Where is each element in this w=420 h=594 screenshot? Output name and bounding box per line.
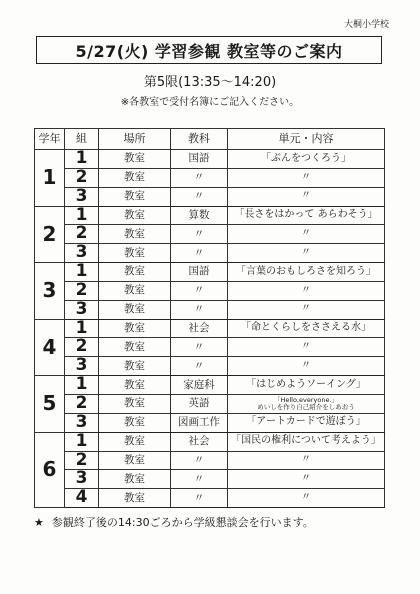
table-row — [35, 187, 385, 206]
table-row — [35, 281, 385, 300]
table-row — [35, 150, 385, 169]
grade-cell: 6 — [35, 432, 65, 507]
header-class: 組 — [65, 129, 99, 150]
table-row — [35, 432, 385, 451]
place-cell: 教室 — [99, 413, 171, 432]
period-time: 第5限(13:35～14:20) — [143, 75, 277, 90]
place-cell: 教室 — [99, 338, 171, 357]
subject-cell: 〃 — [171, 470, 228, 489]
unit-cell: 「ぶんをつくろう」 — [228, 150, 385, 169]
subject-cell: 〃 — [171, 244, 228, 263]
subject-cell: 社会 — [171, 432, 228, 451]
grade-cell: 4 — [35, 319, 65, 376]
class-cell: 1 — [65, 263, 99, 282]
unit-cell: 「はじめようソーイング」 — [228, 376, 385, 395]
subject-cell: 図画工作 — [171, 413, 228, 432]
table-header-row — [35, 129, 385, 150]
place-cell: 教室 — [99, 357, 171, 376]
unit-cell: 〃 — [228, 451, 385, 470]
class-cell: 3 — [65, 300, 99, 319]
subject-cell: 〃 — [171, 168, 228, 187]
subject-cell: 〃 — [171, 225, 228, 244]
place-cell: 教室 — [99, 244, 171, 263]
table-row — [35, 319, 385, 338]
place-cell: 教室 — [99, 451, 171, 470]
class-cell: 1 — [65, 150, 99, 169]
table-row — [35, 394, 385, 413]
table-row — [35, 489, 385, 508]
place-cell: 教室 — [99, 489, 171, 508]
class-cell: 3 — [65, 470, 99, 489]
place-cell: 教室 — [99, 394, 171, 413]
place-cell: 教室 — [99, 432, 171, 451]
class-cell: 3 — [65, 357, 99, 376]
place-cell: 教室 — [99, 225, 171, 244]
unit-cell — [228, 394, 385, 413]
subject-cell: 国語 — [171, 150, 228, 169]
class-cell: 3 — [65, 413, 99, 432]
table-row — [35, 376, 385, 395]
unit-cell: 「アートカードで遊ぼう」 — [228, 413, 385, 432]
unit-cell: 〃 — [228, 244, 385, 263]
class-cell: 3 — [65, 244, 99, 263]
subject-cell: 〃 — [171, 357, 228, 376]
class-cell: 2 — [65, 225, 99, 244]
unit-line-2: めいしを作り自己紹介をしあおう — [257, 402, 355, 411]
place-cell: 教室 — [99, 319, 171, 338]
registration-notice: ※各教室で受付名簿にご記入ください。 — [120, 97, 300, 108]
table-row — [35, 244, 385, 263]
footer-text: 参観終了後の14:30ごろから学級懇談会を行います。 — [51, 516, 314, 529]
table-row — [35, 168, 385, 187]
subject-cell: 国語 — [171, 263, 228, 282]
subject-cell: 〃 — [171, 489, 228, 508]
table-row — [35, 225, 385, 244]
unit-cell: 〃 — [228, 187, 385, 206]
school-name: 大桐小学校 — [343, 20, 389, 30]
place-cell: 教室 — [99, 470, 171, 489]
place-cell: 教室 — [99, 150, 171, 169]
grade-cell: 5 — [35, 376, 65, 433]
unit-cell: 〃 — [228, 168, 385, 187]
place-cell: 教室 — [99, 376, 171, 395]
unit-cell: 「長さをはかって あらわそう」 — [228, 206, 385, 225]
class-cell: 2 — [65, 168, 99, 187]
place-cell: 教室 — [99, 206, 171, 225]
class-cell: 1 — [65, 206, 99, 225]
place-cell: 教室 — [99, 187, 171, 206]
place-cell: 教室 — [99, 281, 171, 300]
place-cell: 教室 — [99, 168, 171, 187]
table-row — [35, 206, 385, 225]
class-cell: 2 — [65, 394, 99, 413]
unit-cell: 〃 — [228, 300, 385, 319]
page-title: 5/27(火) 学習参観 教室等のご案内 — [36, 36, 382, 64]
class-cell: 2 — [65, 451, 99, 470]
table-row — [35, 470, 385, 489]
subject-cell: 家庭科 — [171, 376, 228, 395]
unit-cell: 「命とくらしをささえる水」 — [228, 319, 385, 338]
class-cell: 2 — [65, 338, 99, 357]
table-row — [35, 357, 385, 376]
class-cell: 3 — [65, 187, 99, 206]
subject-cell: 〃 — [171, 300, 228, 319]
class-cell: 1 — [65, 319, 99, 338]
class-cell: 1 — [65, 376, 99, 395]
unit-cell: 〃 — [228, 470, 385, 489]
unit-cell: 〃 — [228, 281, 385, 300]
table-row — [35, 413, 385, 432]
unit-cell: 〃 — [228, 489, 385, 508]
header-place: 場所 — [99, 129, 171, 150]
subject-cell: 〃 — [171, 281, 228, 300]
place-cell: 教室 — [99, 263, 171, 282]
unit-cell: 「言葉のおもしろさを知ろう」 — [228, 263, 385, 282]
grade-cell: 3 — [35, 263, 65, 320]
unit-cell: 「国民の権利について考えよう」 — [228, 432, 385, 451]
table-row — [35, 263, 385, 282]
place-cell: 教室 — [99, 300, 171, 319]
subject-cell: 〃 — [171, 187, 228, 206]
subject-cell: 英語 — [171, 394, 228, 413]
unit-cell: 〃 — [228, 338, 385, 357]
table-row — [35, 338, 385, 357]
schedule-table — [34, 128, 385, 508]
class-cell: 2 — [65, 281, 99, 300]
header-unit: 単元・内容 — [228, 129, 385, 150]
star-icon: ★ — [34, 516, 44, 529]
class-cell: 4 — [65, 489, 99, 508]
table-row — [35, 300, 385, 319]
subject-cell: 〃 — [171, 451, 228, 470]
subject-cell: 社会 — [171, 319, 228, 338]
footer-note — [34, 514, 314, 530]
subject-cell: 算数 — [171, 206, 228, 225]
grade-cell: 1 — [35, 150, 65, 207]
header-grade: 学年 — [35, 129, 65, 150]
unit-line-1: 「Hello,everyone.」 — [273, 396, 339, 405]
table-row — [35, 451, 385, 470]
header-subject: 教科 — [171, 129, 228, 150]
class-cell: 1 — [65, 432, 99, 451]
unit-cell: 〃 — [228, 357, 385, 376]
grade-cell: 2 — [35, 206, 65, 263]
subject-cell: 〃 — [171, 338, 228, 357]
schedule-body — [35, 150, 385, 508]
unit-cell: 〃 — [228, 225, 385, 244]
